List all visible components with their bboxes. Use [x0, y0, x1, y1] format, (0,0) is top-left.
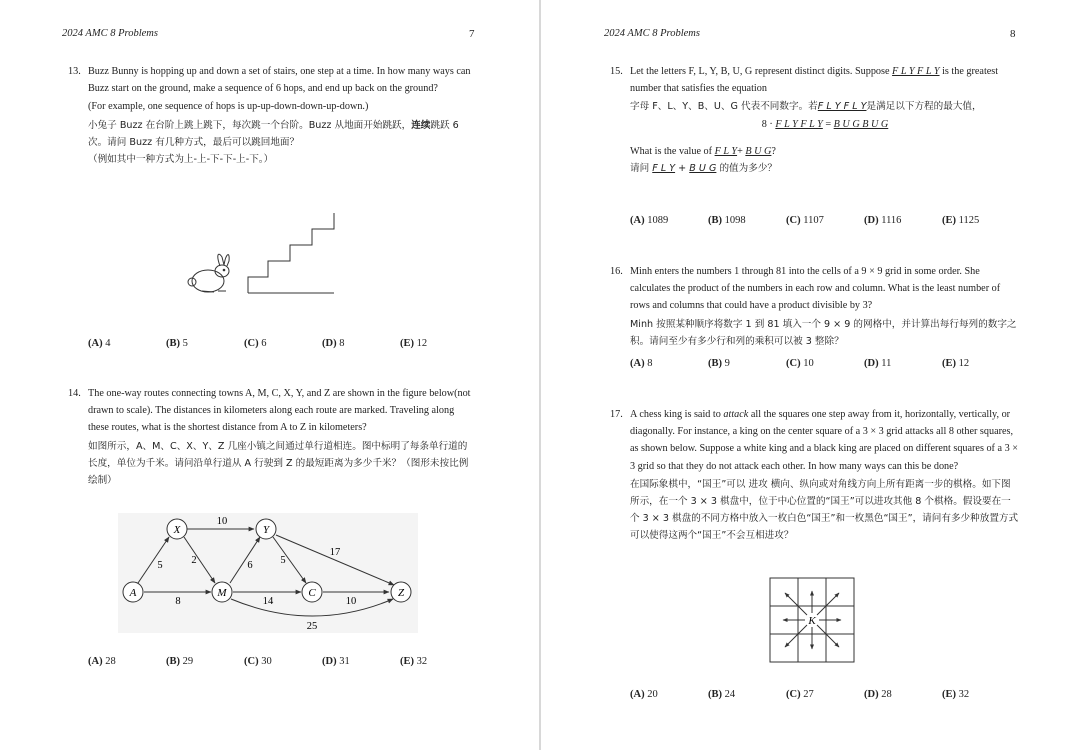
choice-value: 30 — [261, 656, 272, 667]
choice-label: (E) — [942, 358, 956, 369]
choice-value: 1107 — [803, 215, 824, 226]
choice-label: (C) — [244, 338, 259, 349]
text-part: A chess king is said to — [630, 409, 721, 420]
choice-value: 10 — [803, 358, 814, 369]
choice-e[interactable] — [942, 215, 1020, 226]
word-flyfly: F L Y F L Y — [817, 101, 867, 113]
problem-note-en: (For example, one sequence of hops is up-up-down-down-up-down.) — [88, 101, 369, 113]
choice-value: 6 — [261, 338, 267, 349]
edge-label: 14 — [262, 596, 274, 607]
word-fly: F L Y — [652, 163, 676, 175]
problem-number: 17. — [610, 409, 623, 420]
problem-text-cn: 如图所示，A、M、C、X、Y、Z 几座小镇之间通过单行道相连。图中标明了每条单行道的长度，单位为千米。请问沿单行道从 A 行驶到 Z 的最短距离为多少千米？（图形未按比例绘制） — [88, 440, 469, 487]
emphasis-attack: attack — [723, 409, 749, 420]
route-graph — [118, 513, 418, 633]
edge-label: 17 — [329, 547, 341, 558]
choice-value: 32 — [958, 689, 970, 700]
choice-d[interactable] — [864, 215, 942, 226]
answer-choices-13 — [88, 338, 478, 349]
choice-value: 1098 — [724, 215, 746, 226]
problem-text-en: The one-way routes connecting towns A, M, C, X, Y, and Z are shown in the figure below(not drawn to scale). The distances in kilometers along each route are marked. Traveling along these routes, what is the shortest distance from A to Z in kilometers? — [88, 388, 471, 434]
choice-label: (A) — [630, 215, 645, 226]
choice-label: (E) — [400, 338, 414, 349]
problem-text-cn — [630, 98, 1020, 115]
answer-choices-17 — [630, 689, 1020, 700]
choice-value: 1125 — [958, 215, 980, 226]
word-bug: B U G — [745, 145, 772, 157]
page-header: 2024 AMC 8 Problems — [604, 28, 700, 39]
node-label: X — [173, 524, 181, 536]
choice-b[interactable] — [166, 338, 244, 349]
choice-value: 4 — [105, 338, 111, 349]
choice-a[interactable] — [88, 656, 166, 667]
page-header: 2024 AMC 8 Problems — [62, 28, 158, 39]
edge-label: 8 — [175, 596, 181, 607]
word-bug: B U G — [689, 163, 717, 175]
eq-lhs: F L Y F L Y — [775, 118, 823, 130]
choice-label: (D) — [322, 656, 337, 667]
arrow-down-left-icon — [785, 625, 807, 647]
choice-value: 8 — [647, 358, 653, 369]
choice-c[interactable] — [786, 358, 864, 369]
choice-label: (C) — [786, 215, 801, 226]
choice-value: 1116 — [881, 215, 902, 226]
choice-value: 28 — [881, 689, 892, 700]
problem-text-en — [630, 63, 1020, 97]
choice-value: 1089 — [647, 215, 669, 226]
eq-part: 8 · — [761, 118, 773, 130]
choice-value: 31 — [339, 656, 350, 667]
problem-text-cn: Minh 按照某种顺序将数字 1 到 81 填入一个 9 × 9 的网格中，并计算出每行每列的数字之积。请问至少有多少行和列的乘积可以被 3 整除？ — [630, 318, 1017, 347]
choice-b[interactable] — [166, 656, 244, 667]
node-label: Y — [262, 524, 270, 536]
choice-label: (B) — [708, 215, 722, 226]
stairs-outline — [248, 213, 334, 293]
choice-label: (A) — [88, 656, 103, 667]
equation — [630, 116, 1020, 133]
choice-a[interactable] — [630, 358, 708, 369]
text-part: ? — [771, 145, 776, 157]
problem-text-en: Buzz Bunny is hopping up and down a set of stairs, one step at a time. In how many ways can Buzz start on the ground, make a sequence of 6 hops, and end up back on the ground? — [88, 66, 471, 95]
problem-text-cn: 在国际象棋中，“国王”可以 进攻 横向、纵向或对角线方向上所有距离一步的棋格。如下图所示，在一个 3 × 3 棋盘中，位于中心位置的“国王”可以进攻其他 8 个棋格。假设要在一个 3 × 3 棋盘的不同方格中放入一枚白色“国王”和一枚黑色“国王”，请问有多少种放置方式可以使得这两个“国王”不会互相进攻？ — [630, 478, 1019, 542]
edge-label: 10 — [345, 596, 357, 607]
eq-rhs: B U G B U G — [833, 118, 889, 130]
choice-label: (B) — [166, 338, 180, 349]
choice-b[interactable] — [708, 215, 786, 226]
problem-text-en: Minh enters the numbers 1 through 81 into the cells of a 9 × 9 grid in some order. She calculates the product of the numbers in each row and column. What is the least number of rows and columns that could have a product divisible by 3? — [630, 266, 1001, 312]
node-label: M — [217, 587, 227, 599]
text-part: 字母 F、L、Y、B、U、G 代表不同数字。若 — [630, 101, 818, 113]
node-label: C — [308, 587, 316, 599]
text-part: + — [737, 145, 743, 157]
choice-value: 5 — [182, 338, 188, 349]
choice-label: (B) — [708, 689, 722, 700]
choice-a[interactable] — [630, 215, 708, 226]
choice-label: (A) — [630, 358, 645, 369]
problem-17 — [610, 406, 1020, 545]
choice-d[interactable] — [322, 656, 400, 667]
choice-b[interactable] — [708, 689, 786, 700]
problem-text-en — [630, 406, 1020, 475]
choice-e[interactable] — [942, 689, 1020, 700]
choice-d[interactable] — [322, 338, 400, 349]
cn-bold-word: 连续 — [411, 119, 431, 131]
choice-e[interactable] — [400, 338, 478, 349]
eq-part: = — [825, 118, 832, 130]
cn-text-part: 小兔子 Buzz 在台阶上跳上跳下，每次跳一个台阶。Buzz 从地面开始跳跃， — [88, 119, 412, 131]
choice-label: (B) — [708, 358, 722, 369]
choice-value: 24 — [724, 689, 736, 700]
left-page — [0, 0, 539, 750]
choice-c[interactable] — [786, 215, 864, 226]
problem-number: 15. — [610, 66, 623, 77]
problem-number: 16. — [610, 266, 623, 277]
choice-label: (E) — [400, 656, 414, 667]
page-number: 7 — [469, 28, 475, 40]
choice-label: (E) — [942, 689, 956, 700]
problem-number: 13. — [68, 66, 81, 77]
bunny-icon — [188, 254, 229, 292]
choice-label: (C) — [786, 689, 801, 700]
text-part: + — [678, 163, 687, 175]
choice-value: 11 — [881, 358, 892, 369]
choice-label: (D) — [864, 358, 879, 369]
edge-label: 5 — [280, 555, 286, 566]
text-part: 的值为多少？ — [719, 163, 778, 175]
text-part: all the squares one step away from it, horizontally, vertically, or diagonally. For instance, a king on the center square of a 3 × 3 grid attacks all 8 other squares, as shown below. Suppose a white king and a black king are placed on different squares of a 3 × 3 grid so that they do not attack each other. In how many ways can this be done? — [630, 409, 1018, 472]
question-cn — [630, 160, 1020, 177]
choice-label: (C) — [244, 656, 259, 667]
choice-label: (A) — [88, 338, 103, 349]
edge-label: 25 — [306, 621, 318, 632]
text-part: is the greatest number that satisfies the equation — [630, 66, 999, 95]
choice-label: (A) — [630, 689, 645, 700]
problem-16 — [610, 263, 1020, 350]
answer-choices-15 — [630, 215, 1020, 226]
choice-label: (C) — [786, 358, 801, 369]
arrow-up-right-icon — [817, 593, 839, 615]
choice-label: (B) — [166, 656, 180, 667]
page-number: 8 — [1010, 28, 1016, 40]
choice-c[interactable] — [244, 656, 322, 667]
choice-label: (D) — [322, 338, 337, 349]
choice-value: 20 — [647, 689, 658, 700]
problem-note-cn: （例如其中一种方式为上-上-下-下-上-下。） — [88, 154, 274, 166]
edge-label: 6 — [247, 560, 253, 571]
choice-e[interactable] — [942, 358, 1020, 369]
text-part: Let the letters F, L, Y, B, U, G represent distinct digits. Suppose — [630, 66, 890, 77]
bunny-stairs-figure — [180, 205, 350, 305]
choice-value: 27 — [803, 689, 814, 700]
king-label: K — [808, 615, 816, 627]
choice-a[interactable] — [630, 689, 708, 700]
choice-a[interactable] — [88, 338, 166, 349]
king-grid-figure — [769, 577, 855, 663]
text-part: 是满足以下方程的最大值， — [866, 101, 982, 113]
right-page — [541, 0, 1080, 750]
node-label: Z — [397, 587, 405, 599]
choice-b[interactable] — [708, 358, 786, 369]
problem-number: 14. — [68, 388, 81, 399]
choice-value: 29 — [182, 656, 194, 667]
problem-text-cn — [88, 117, 476, 151]
cn-text-part: 跳跃 6 次。请问 Buzz 有几种方式，最后可以跳回地面？ — [88, 119, 459, 148]
choice-label: (D) — [864, 215, 879, 226]
question-en — [630, 143, 1020, 160]
word-fly: F L Y — [714, 145, 738, 157]
arrow-down-right-icon — [817, 625, 839, 647]
answer-choices-14 — [88, 656, 478, 667]
arrow-up-left-icon — [785, 593, 807, 615]
problem-14 — [68, 385, 476, 489]
edge-label: 10 — [216, 516, 228, 527]
problem-13 — [68, 63, 476, 168]
choice-label: (D) — [864, 689, 879, 700]
word-flyfly: F L Y F L Y — [892, 66, 940, 77]
choice-value: 9 — [724, 358, 730, 369]
choice-c[interactable] — [786, 689, 864, 700]
text-part: 请问 — [630, 163, 650, 175]
edge-label: 2 — [191, 555, 197, 566]
problem-15 — [610, 63, 1020, 177]
choice-label: (E) — [942, 215, 956, 226]
text-part: What is the value of — [630, 145, 713, 157]
node-label: A — [129, 587, 137, 599]
answer-choices-16 — [630, 358, 1020, 369]
choice-value: 32 — [416, 656, 428, 667]
choice-e[interactable] — [400, 656, 478, 667]
choice-d[interactable] — [864, 689, 942, 700]
choice-d[interactable] — [864, 358, 942, 369]
choice-value: 12 — [958, 358, 970, 369]
choice-c[interactable] — [244, 338, 322, 349]
edge-label: 5 — [157, 560, 163, 571]
choice-value: 28 — [105, 656, 116, 667]
choice-value: 12 — [416, 338, 428, 349]
choice-value: 8 — [339, 338, 345, 349]
